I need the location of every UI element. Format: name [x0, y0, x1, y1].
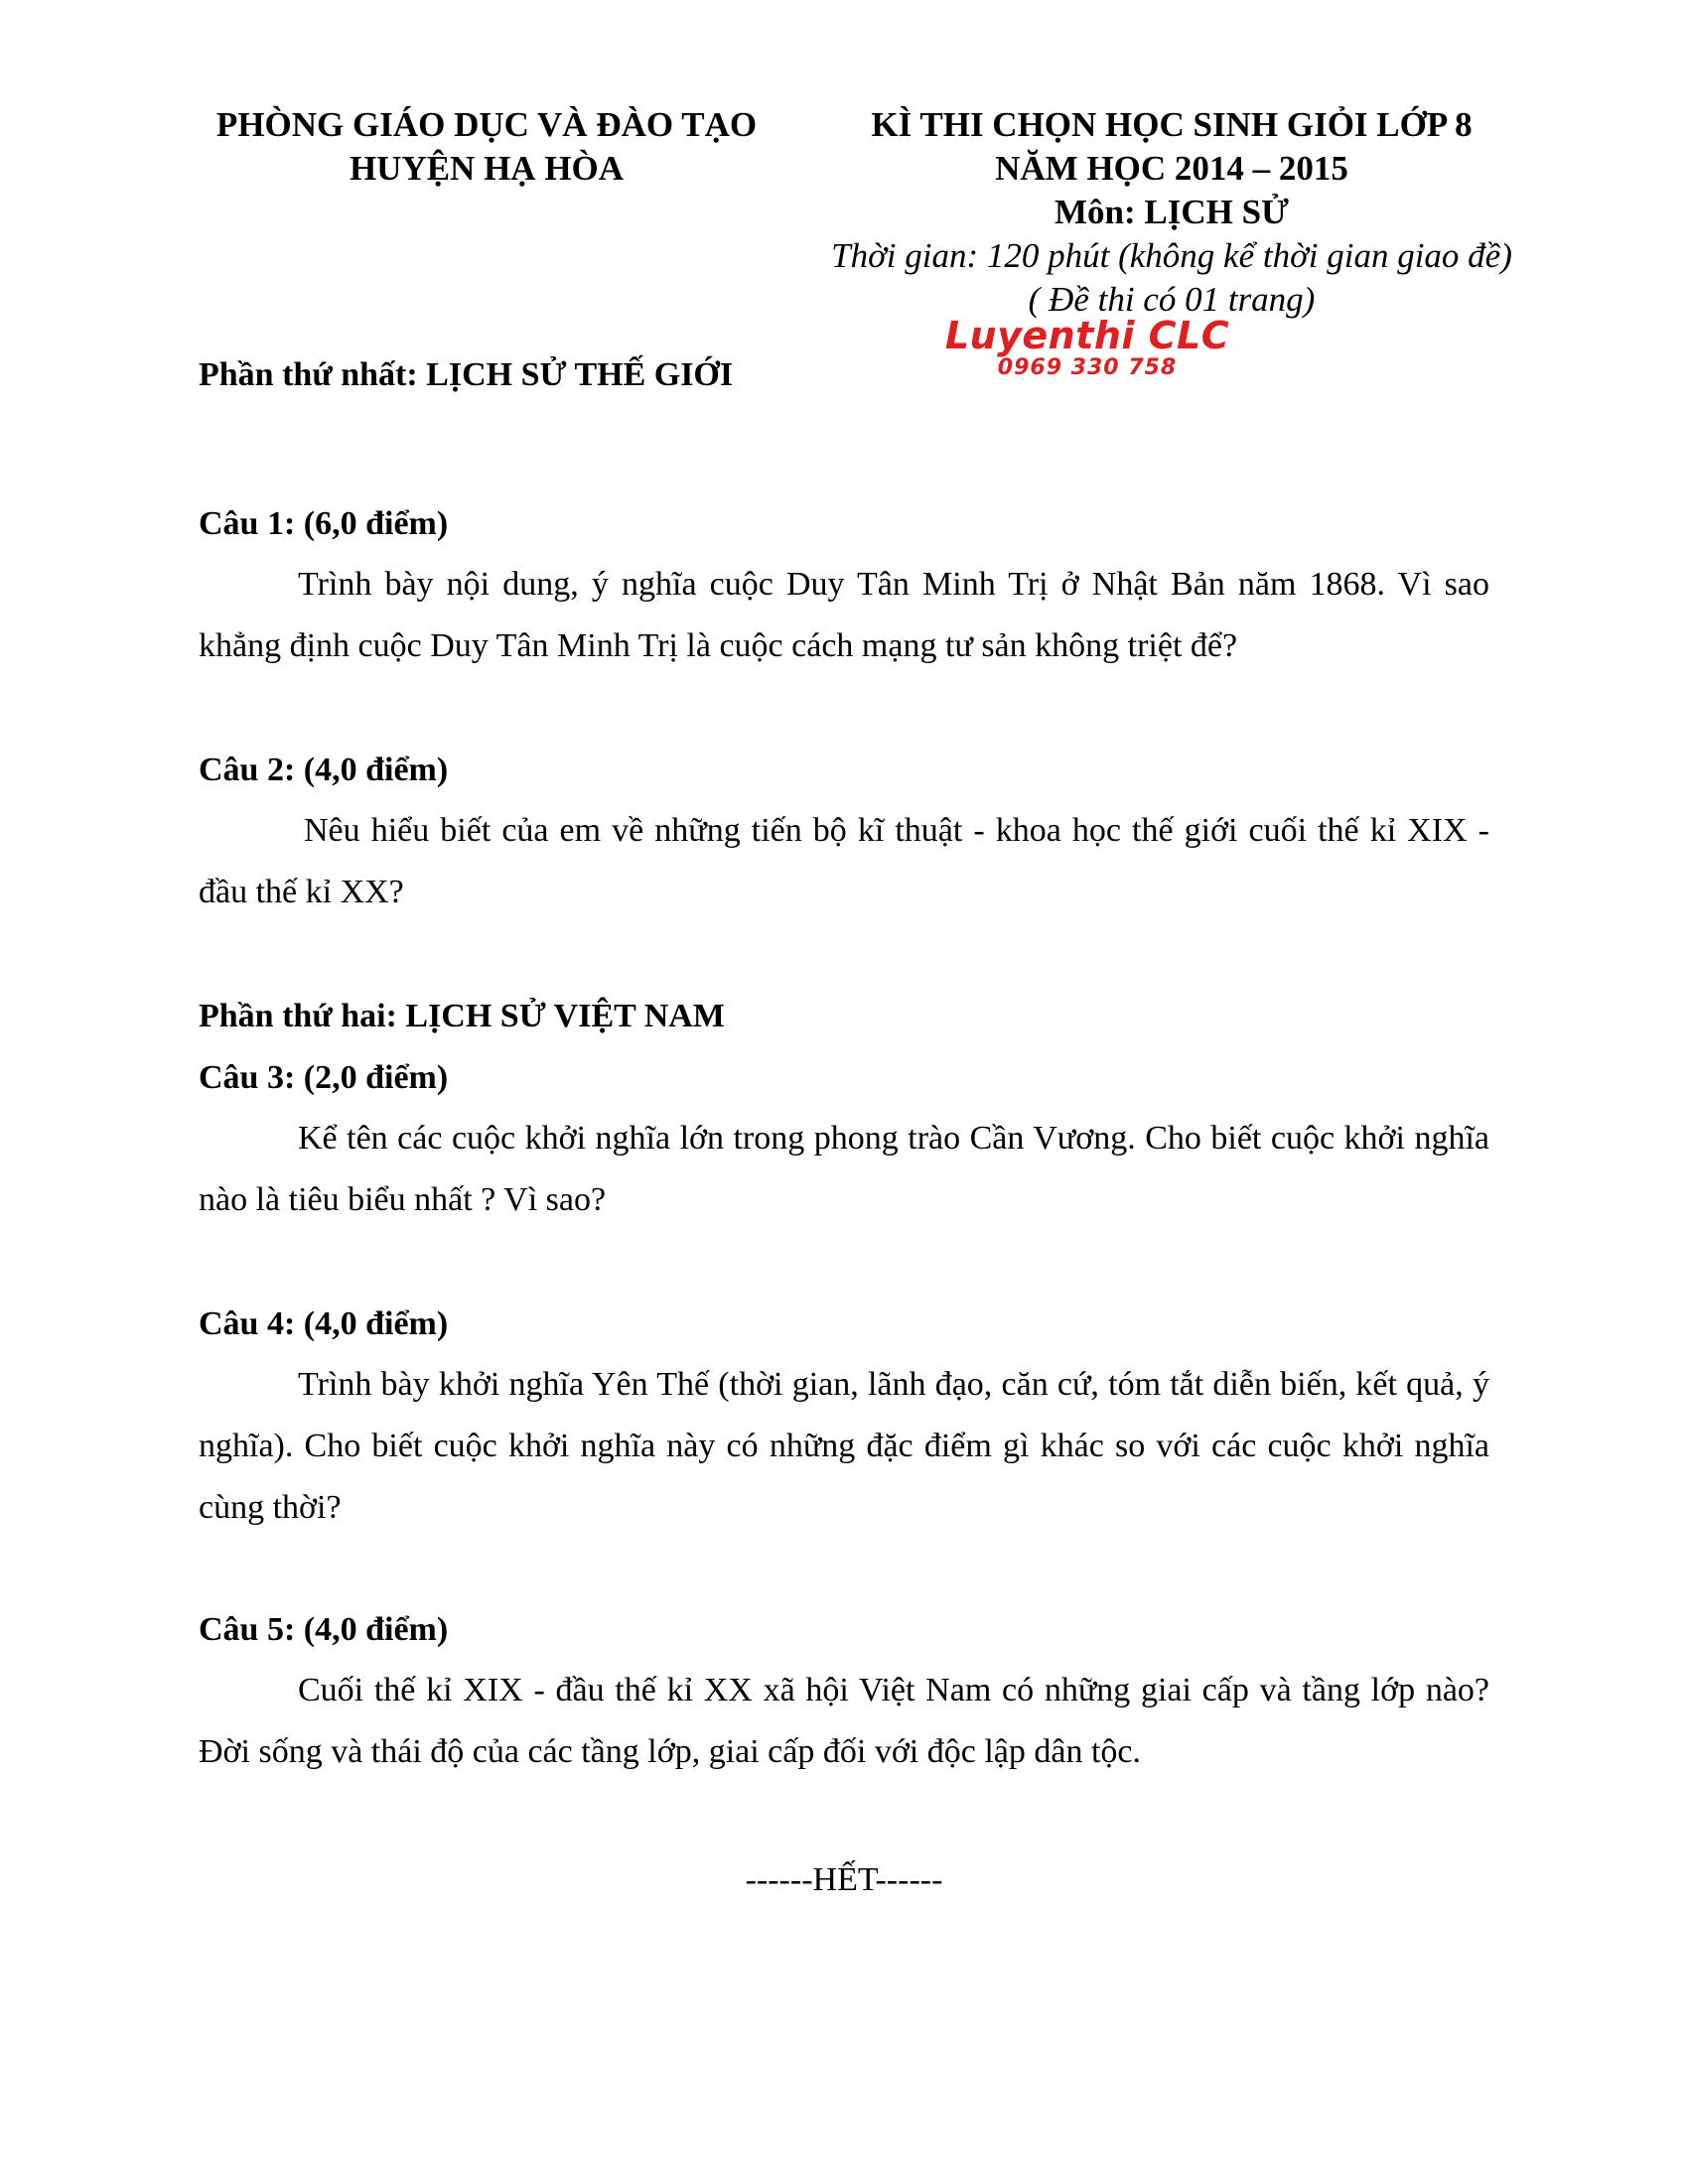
question-2-text: Nêu hiểu biết của em về những tiến bộ kĩ thuật - khoa học thế giới cuối thế kỉ XIX - đầu thế kỉ XX? [199, 812, 1489, 910]
page-count-note: ( Đề thi có 01 trang) [1028, 280, 1316, 319]
question-3-text: Kể tên các cuộc khởi nghĩa lớn trong phong trào Cần Vương. Cho biết cuộc khởi nghĩa nào là tiêu biểu nhất ? Vì sao? [199, 1120, 1489, 1218]
question-4-label: Câu 4: (4,0 điểm) [199, 1305, 449, 1342]
department-name: PHÒNG GIÁO DỤC VÀ ĐÀO TẠO [215, 105, 758, 144]
watermark-phone: 0969 330 758 [997, 355, 1178, 380]
end-marker: ------HẾT------ [745, 1861, 943, 1898]
question-2-label: Câu 2: (4,0 điểm) [199, 751, 449, 788]
district-name: HUYỆN HẠ HÒA [349, 149, 625, 188]
part1-title: Phần thứ nhất: LỊCH SỬ THẾ GIỚI [199, 356, 734, 393]
question-3-label: Câu 3: (2,0 điểm) [199, 1059, 449, 1096]
question-4-text: Trình bày khởi nghĩa Yên Thế (thời gian, lãnh đạo, căn cứ, tóm tắt diễn biến, kết quả, ý nghĩa). Cho biết cuộc khởi nghĩa này có những đặc điểm gì khác so với các cuộc khởi nghĩa cùng thời? [199, 1366, 1489, 1526]
time-allowed: Thời gian: 120 phút (không kể thời gian giao đề) [831, 236, 1512, 275]
part2-title: Phần thứ hai: LỊCH SỬ VIỆT NAM [199, 998, 725, 1034]
question-5-text: Cuối thế kỉ XIX - đầu thế kỉ XX xã hội Việt Nam có những giai cấp và tầng lớp nào? Đời sống và thái độ của các tầng lớp, giai cấp đối với độc lập dân tộc. [199, 1672, 1489, 1770]
department-header [189, 103, 784, 191]
exam-header [794, 103, 1549, 322]
question-1-text: Trình bày nội dung, ý nghĩa cuộc Duy Tân Minh Trị ở Nhật Bản năm 1868. Vì sao khẳng định cuộc Duy Tân Minh Trị là cuộc cách mạng tư sản không triệt để? [199, 566, 1489, 664]
question-5-label: Câu 5: (4,0 điểm) [199, 1611, 449, 1648]
question-1-label: Câu 1: (6,0 điểm) [199, 505, 449, 542]
brand-watermark [928, 316, 1246, 381]
subject: Môn: LỊCH SỬ [1055, 193, 1289, 231]
watermark-brand: Luyenthi CLC [944, 314, 1230, 357]
exam-title: KÌ THI CHỌN HỌC SINH GIỎI LỚP 8 [871, 105, 1473, 144]
school-year: NĂM HỌC 2014 – 2015 [995, 149, 1348, 188]
